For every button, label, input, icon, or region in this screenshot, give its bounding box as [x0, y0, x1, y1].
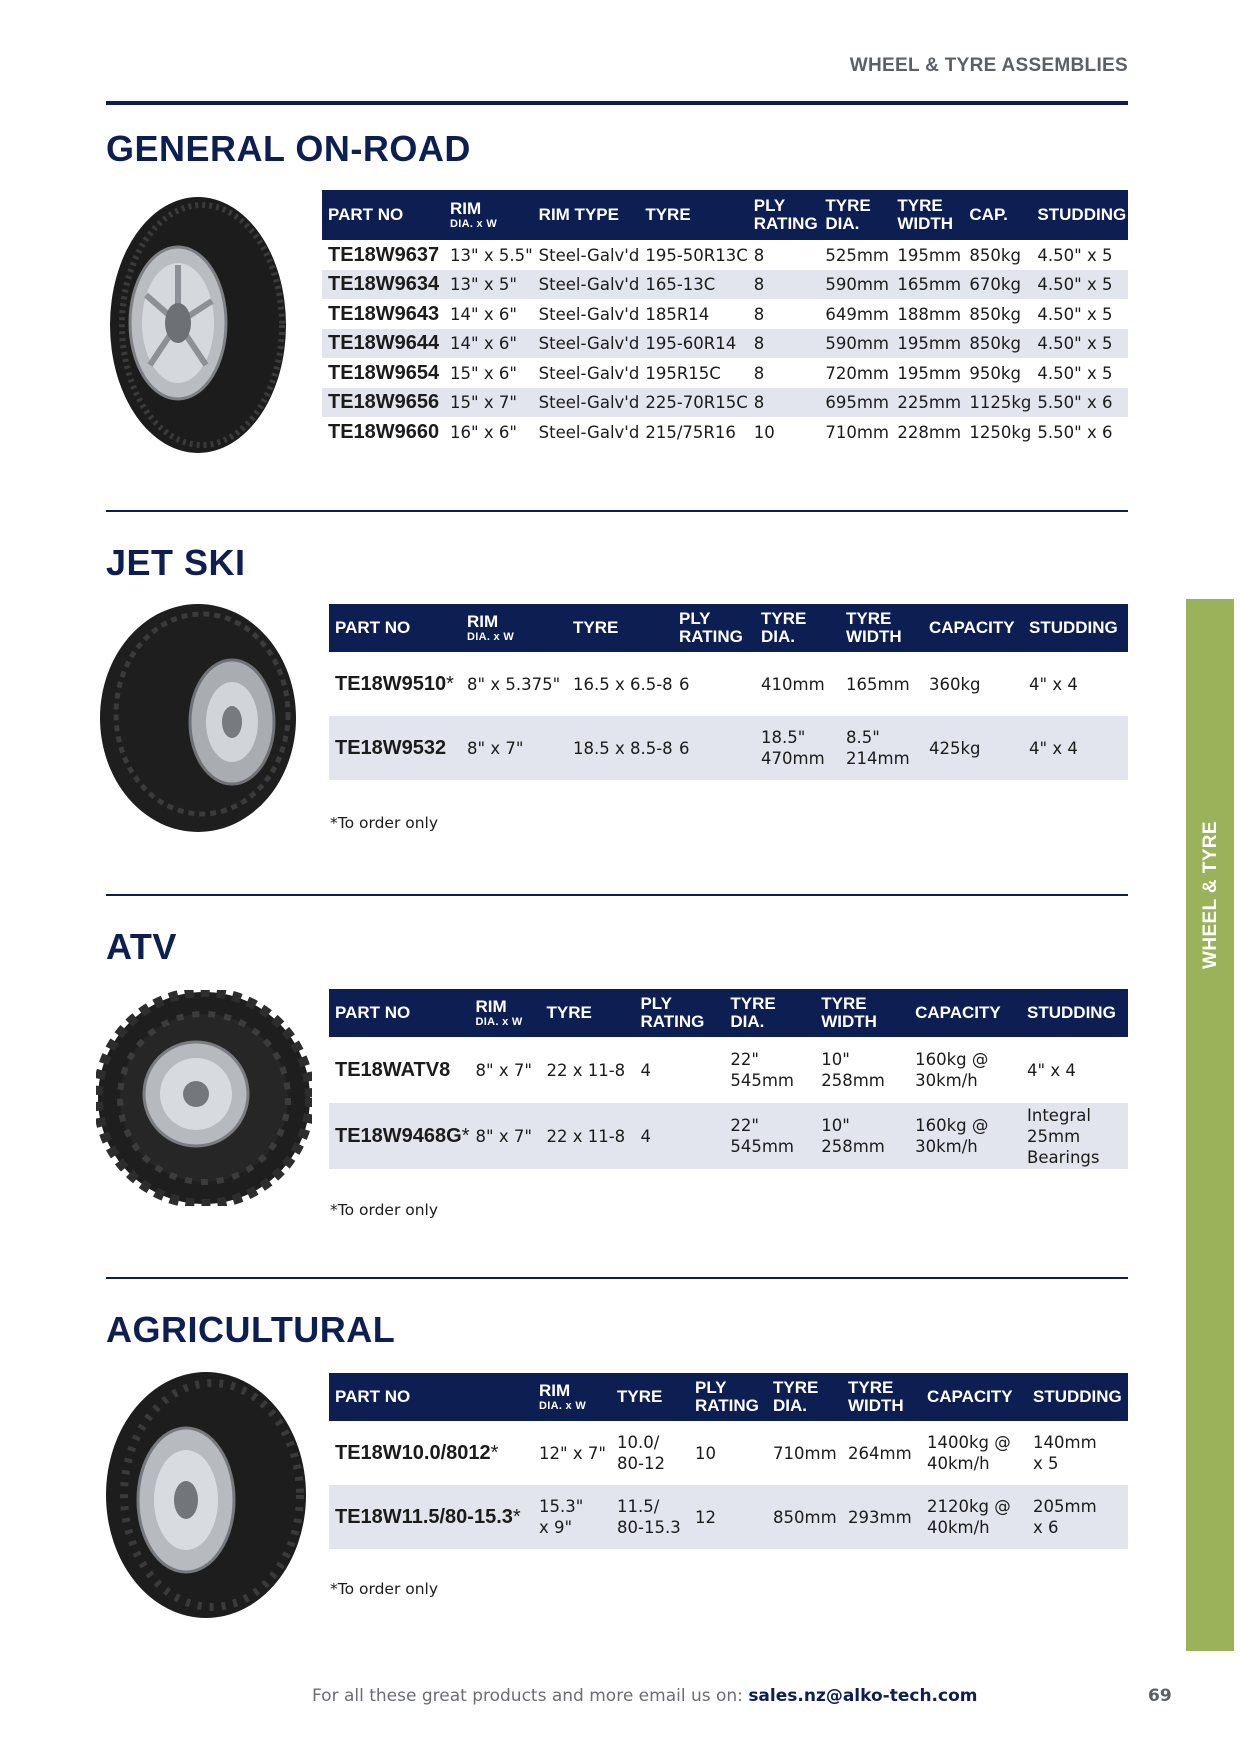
col-header-part: PART NO: [329, 989, 470, 1037]
table-row: TE18W9510* 8" x 5.375" 16.5 x 6.5-8 6 410mm 165mm 360kg 4" x 4: [335, 672, 1078, 695]
col-header-cap: CAPACITY: [909, 989, 1021, 1037]
col-header-tyre: TYRE: [639, 190, 747, 240]
col-header-width: TYRE WIDTH: [891, 190, 963, 240]
col-header-dia: TYRE DIA.: [819, 190, 891, 240]
page-number: 69: [1148, 1686, 1172, 1706]
section-title-agricultural: AGRICULTURAL: [106, 1309, 396, 1350]
footer-text: For all these great products and more email us on:: [312, 1686, 743, 1706]
col-header-ply: PLY RATING: [748, 190, 820, 240]
table-row: TE18W9644 14" x 6" Steel-Galv'd 195-60R14 8 590mm 195mm 850kg 4.50" x 5: [322, 329, 1128, 358]
col-header-rim: RIM DIA. x W: [533, 1373, 611, 1421]
col-header-part: PART NO: [329, 1373, 533, 1421]
table-row: TE18W9643 14" x 6" Steel-Galv'd 185R14 8 649mm 188mm 850kg 4.50" x 5: [328, 302, 1113, 325]
atv-spec-table: [329, 989, 1128, 1169]
jetski-order-note: *To order only: [330, 814, 439, 832]
col-header-ply: PLY RATING: [634, 989, 724, 1037]
col-header-studding: STUDDING: [1031, 190, 1128, 240]
col-header-studding: STUDDING: [1027, 1373, 1128, 1421]
col-header-cap: CAPACITY: [923, 604, 1023, 652]
onroad-spec-table: [322, 190, 1128, 447]
jetski-wheel-image: [98, 602, 298, 834]
table-row: TE18W9634 13" x 5" Steel-Galv'd 165-13C 8 590mm 165mm 670kg 4.50" x 5: [322, 270, 1128, 299]
onroad-wheel-image: [106, 195, 288, 455]
table-row: TE18W11.5/80-15.3* 15.3" x 9" 11.5/ 80-15.3 12 850mm 293mm 2120kg @ 40km/h 205mm x 6: [329, 1485, 1128, 1549]
col-header-dia: TYRE DIA.: [767, 1373, 842, 1421]
table-row: TE18W9637 13" x 5.5" Steel-Galv'd 195-50R13C 8 525mm 195mm 850kg 4.50" x 5: [328, 243, 1113, 266]
section-divider: [106, 1277, 1128, 1279]
table-row: TE18W9654 15" x 6" Steel-Galv'd 195R15C 8 720mm 195mm 950kg 4.50" x 5: [328, 361, 1113, 384]
table-row: TE18W9656 15" x 7" Steel-Galv'd 225-70R15C 8 695mm 225mm 1125kg 5.50" x 6: [322, 388, 1128, 417]
table-row: TE18W9660 16" x 6" Steel-Galv'd 215/75R16 10 710mm 228mm 1250kg 5.50" x 6: [328, 420, 1113, 443]
col-header-rim: RIM DIA. x W: [461, 604, 567, 652]
col-header-width: TYRE WIDTH: [840, 604, 923, 652]
col-header-rim-type: RIM TYPE: [533, 190, 640, 240]
col-header-cap: CAPACITY: [921, 1373, 1027, 1421]
footer-email-link[interactable]: sales.nz@alko-tech.com: [748, 1686, 978, 1706]
agricultural-spec-table: [329, 1373, 1128, 1549]
section-title-atv: ATV: [106, 926, 177, 967]
col-header-ply: PLY RATING: [689, 1373, 767, 1421]
section-divider: [106, 894, 1128, 896]
col-header-ply: PLY RATING: [673, 604, 755, 652]
col-header-width: TYRE WIDTH: [815, 989, 909, 1037]
side-tab-label: WHEEL & TYRE: [1200, 820, 1221, 970]
table-row: TE18W10.0/8012* 12" x 7" 10.0/ 80-12 10 710mm 264mm 1400kg @ 40km/h 140mm x 5: [335, 1433, 1097, 1473]
col-header-rim: RIM DIA. x W: [444, 190, 533, 240]
col-header-part: PART NO: [322, 190, 444, 240]
col-header-tyre: TYRE: [540, 989, 634, 1037]
table-row: TE18WATV8 8" x 7" 22 x 11-8 4 22" 545mm 10" 258mm 160kg @ 30km/h 4" x 4: [335, 1050, 1076, 1090]
col-header-cap: CAP.: [963, 190, 1031, 240]
atv-order-note: *To order only: [330, 1201, 439, 1219]
table-row: TE18W9468G* 8" x 7" 22 x 11-8 4 22" 545mm 10" 258mm 160kg @ 30km/h Integral 25mm Bearings: [329, 1103, 1128, 1169]
col-header-studding: STUDDING: [1021, 989, 1128, 1037]
col-header-tyre: TYRE: [567, 604, 673, 652]
agricultural-order-note: *To order only: [330, 1580, 439, 1598]
col-header-width: TYRE WIDTH: [842, 1373, 921, 1421]
side-category-tab: [1186, 599, 1234, 1651]
col-header-rim: RIM DIA. x W: [470, 989, 541, 1037]
col-header-studding: STUDDING: [1023, 604, 1128, 652]
category-header: WHEEL & TYRE ASSEMBLIES: [849, 55, 1128, 76]
section-title-jetski: JET SKI: [106, 542, 246, 583]
atv-wheel-image: [96, 990, 312, 1206]
top-divider: [106, 101, 1128, 105]
section-title-onroad: GENERAL ON-ROAD: [106, 128, 471, 169]
col-header-part: PART NO: [329, 604, 461, 652]
section-divider: [106, 510, 1128, 512]
agricultural-wheel-image: [104, 1370, 308, 1620]
jetski-spec-table: [329, 604, 1128, 780]
table-row: TE18W9532 8" x 7" 18.5 x 8.5-8 6 18.5" 470mm 8.5" 214mm 425kg 4" x 4: [329, 716, 1128, 780]
col-header-dia: TYRE DIA.: [755, 604, 840, 652]
col-header-dia: TYRE DIA.: [724, 989, 815, 1037]
col-header-tyre: TYRE: [611, 1373, 689, 1421]
